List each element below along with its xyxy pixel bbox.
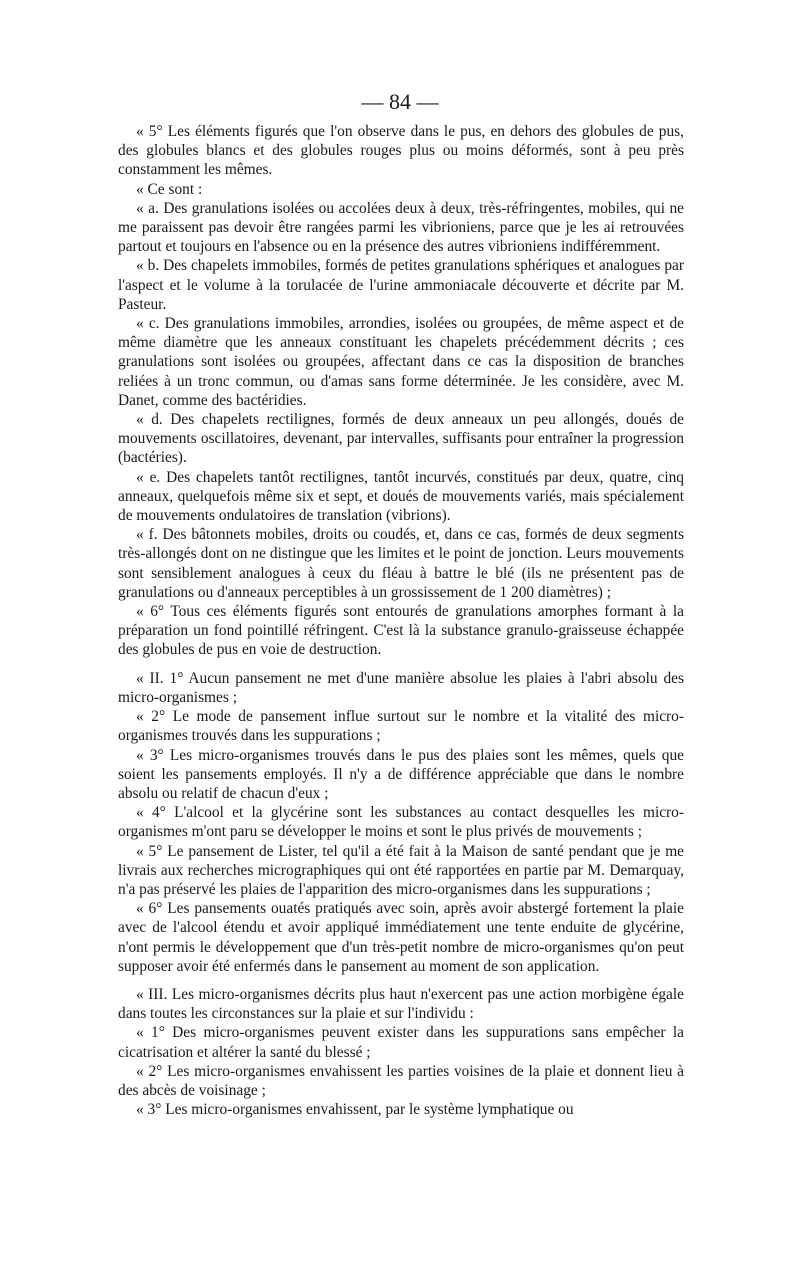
paragraph: « 1° Des micro-organismes peuvent exister dans les suppurations sans empêcher la cicatrisation et altérer la santé du blessé ; [118,1024,684,1061]
paragraph: « 3° Les micro-organismes envahissent, par le système lymphatique ou [136,1101,574,1119]
paragraph: « b. Des chapelets immobiles, formés de petites granulations sphériques et analogues par l'aspect et le volume à la torulacée de l'urine ammoniacale découverte et décrite par M. Pasteur. [118,257,684,313]
page-number: — 84 — [361,89,439,114]
body-text [118,122,684,1119]
paragraph: « c. Des granulations immobiles, arrondies, isolées ou groupées, de même aspect et de même diamètre que les anneaux constituant les chapelets précédemment décrits ; ces granulations sont isolées ou groupées, affectant dans ce cas la disposition de branches reliées à un tronc commun, ou d'amas sans forme déterminée. Je les considère, avec M. Danet, comme des bactéridies. [118,315,684,409]
paragraph: « II. 1° Aucun pansement ne met d'une manière absolue les plaies à l'abri absolu des micro-organismes ; [118,669,684,706]
paragraph: « d. Des chapelets rectilignes, formés de deux anneaux un peu allongés, doués de mouvements oscillatoires, devenant, par intervalles, suffisants pour entraîner la progression (bactéries). [118,411,684,467]
paragraph: « 5° Les éléments figurés que l'on observe dans le pus, en dehors des globules de pus, des globules blancs et des globules rouges plus ou moins déformés, sont à peu près constamment les mêmes. [118,123,684,179]
paragraph: « 4° L'alcool et la glycérine sont les substances au contact desquelles les micro-organismes m'ont paru se développer le moins et sont le plus privés de mouvements ; [118,804,684,841]
paragraph: « 2° Le mode de pansement influe surtout sur le nombre et la vitalité des micro-organismes trouvés dans les suppurations ; [118,708,684,745]
paragraph: « III. Les micro-organismes décrits plus haut n'exercent pas une action morbigène égale dans toutes les circonstances sur la plaie et sur l'individu : [118,985,684,1023]
paragraph: « 6° Tous ces éléments figurés sont entourés de granulations amorphes formant à la préparation un fond pointillé réfringent. C'est là la substance granulo-graisseuse échappée des globules de pus en voie de destruction. [118,603,684,659]
paragraph: « f. Des bâtonnets mobiles, droits ou coudés, et, dans ce cas, formés de deux segments très-allongés dont on ne distingue que les limites et le point de jonction. Leurs mouvements sont sensiblement analogues à ceux du fléau à battre le blé (ils ne présentent pas de granulations ou d'anneaux perceptibles à un grossissement de 1 200 diamètres) ; [118,526,684,601]
paragraph: « a. Des granulations isolées ou accolées deux à deux, très-réfringentes, mobiles, qui ne me paraissent pas devoir être rangées parmi les vibrioniens, parce que je les ai retrouvées partout et toujours en l'absence ou en la présence des autres vibrioniens indifféremment. [118,199,684,256]
paragraph: « 2° Les micro-organismes envahissent les parties voisines de la plaie et donnent lieu à des abcès de voisinage ; [118,1062,684,1099]
paragraph: « 6° Les pansements ouatés pratiqués avec soin, après avoir abstergé fortement la plaie avec de l'alcool étendu et avoir appliqué immédiatement une tente enduite de glycérine, n'ont permis le développement que d'un très-petit nombre de micro-organismes qu'on peut supposer avoir été enfermés dans le pansement au moment de son application. [118,900,684,975]
paragraph: « e. Des chapelets tantôt rectilignes, tantôt incurvés, constitués par deux, quatre, cinq anneaux, quelquefois même six et sept, et doués de mouvements variés, mais spécialement de mouvements ondulatoires de translation (vibrions). [118,468,684,525]
paragraph: « 3° Les micro-organismes trouvés dans le pus des plaies sont les mêmes, quels que soient les pansements employés. Il n'y a de différence appréciable que dans le nombre absolu ou relatif de chacun d'eux ; [118,746,684,802]
paragraph: « 5° Le pansement de Lister, tel qu'il a été fait à la Maison de santé pendant que je me livrais aux recherches micrographiques qui ont été rapportées en partie par M. Demarquay, n'a pas préservé les plaies de l'apparition des micro-organismes dans les suppurations ; [118,842,684,898]
paragraph: « Ce sont : [136,180,203,198]
